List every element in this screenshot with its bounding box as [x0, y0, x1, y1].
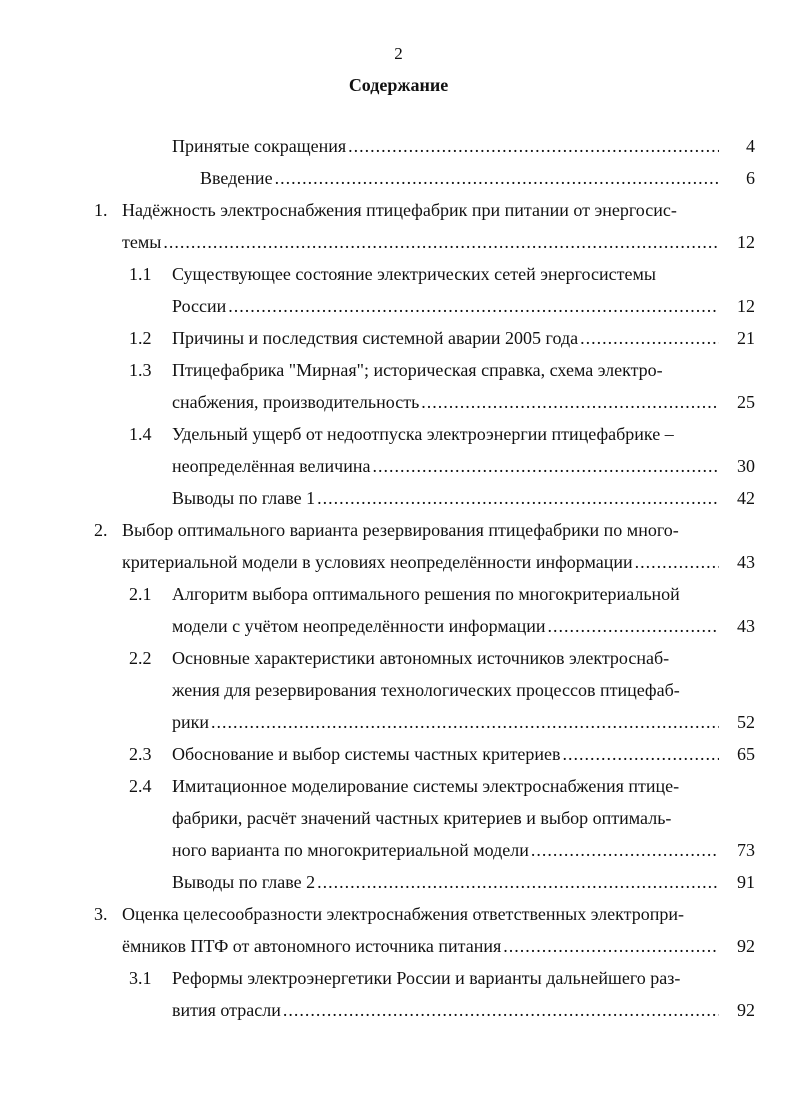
toc-entry-title[interactable]: рики .....: [172, 706, 719, 738]
toc-line: [0, 322, 797, 354]
toc-entry-title[interactable]: жения для резервирования технологических процессов птицефаб-: [172, 680, 680, 700]
page-number: 2: [394, 44, 403, 63]
toc-line: [0, 482, 797, 514]
toc-entry-number: 2.3: [129, 744, 152, 764]
toc-entry-title[interactable]: снабжения, производительность .....: [172, 386, 719, 418]
toc-entry-title[interactable]: Алгоритм выбора оптимального решения по многокритериальной: [172, 584, 680, 604]
toc-line: [0, 258, 797, 290]
toc-entry-number: 3.: [94, 904, 108, 924]
toc-entry-title[interactable]: фабрики, расчёт значений частных критериев и выбор оптималь-: [172, 808, 672, 828]
toc-entry-title[interactable]: Выводы по главе 1 .....: [172, 482, 719, 514]
page-title: Содержание: [348, 75, 449, 95]
toc-entry-title[interactable]: вития отрасли .....: [172, 994, 719, 1026]
toc-entry-title[interactable]: темы .....: [122, 226, 719, 258]
toc-entry-title[interactable]: Основные характеристики автономных источников электроснаб-: [172, 648, 670, 668]
table-of-contents: [0, 130, 797, 1026]
toc-page-number: 30: [737, 456, 755, 476]
toc-entry-title[interactable]: Птицефабрика "Мирная"; историческая справка, схема электро-: [172, 360, 663, 380]
toc-page-number: 43: [737, 552, 755, 572]
toc-page-number: 42: [737, 488, 755, 508]
toc-entry-title[interactable]: Надёжность электроснабжения птицефабрик при питании от энергосис-: [122, 200, 677, 220]
toc-entry-number: 2.1: [129, 584, 152, 604]
toc-entry-number: 1.1: [129, 264, 152, 284]
toc-line: [0, 930, 797, 962]
toc-page-number: 4: [746, 136, 755, 156]
toc-page-number: 43: [737, 616, 755, 636]
toc-page-number: 12: [737, 232, 755, 252]
toc-line: [0, 770, 797, 802]
toc-line: [0, 738, 797, 770]
toc-line: [0, 450, 797, 482]
toc-page-number: 92: [737, 1000, 755, 1020]
toc-page-number: 73: [737, 840, 755, 860]
toc-line: [0, 834, 797, 866]
toc-line: [0, 354, 797, 386]
toc-entry-number: 1.4: [129, 424, 152, 444]
toc-entry-number: 3.1: [129, 968, 152, 988]
toc-line: [0, 162, 797, 194]
toc-entry-number: 1.2: [129, 328, 152, 348]
toc-entry-number: 1.: [94, 200, 108, 220]
toc-line: [0, 386, 797, 418]
toc-line: [0, 642, 797, 674]
toc-page-number: 12: [737, 296, 755, 316]
toc-entry-title[interactable]: неопределённая величина .....: [172, 450, 719, 482]
toc-line: [0, 130, 797, 162]
toc-line: [0, 962, 797, 994]
toc-line: [0, 994, 797, 1026]
toc-entry-title[interactable]: ного варианта по многокритериальной модели .....: [172, 834, 719, 866]
toc-page-number: 91: [737, 872, 755, 892]
toc-line: [0, 290, 797, 322]
toc-page-number: 6: [746, 168, 755, 188]
toc-entry-title[interactable]: Принятые сокращения .....: [172, 130, 719, 162]
toc-entry-number: 1.3: [129, 360, 152, 380]
toc-page-number: 65: [737, 744, 755, 764]
toc-line: [0, 610, 797, 642]
toc-entry-number: 2.4: [129, 776, 152, 796]
toc-entry-title[interactable]: Выбор оптимального варианта резервирования птицефабрики по много-: [122, 520, 679, 540]
toc-line: [0, 514, 797, 546]
toc-line: [0, 706, 797, 738]
toc-entry-title[interactable]: Имитационное моделирование системы электроснабжения птице-: [172, 776, 680, 796]
toc-line: [0, 866, 797, 898]
toc-entry-title[interactable]: Причины и последствия системной аварии 2005 года .....: [172, 322, 719, 354]
toc-entry-title[interactable]: Обоснование и выбор системы частных критериев .....: [172, 738, 719, 770]
toc-entry-title[interactable]: Реформы электроэнергетики России и варианты дальнейшего раз-: [172, 968, 681, 988]
toc-line: [0, 194, 797, 226]
toc-entry-title[interactable]: критериальной модели в условиях неопределённости информации .....: [122, 546, 719, 578]
toc-line: [0, 546, 797, 578]
toc-line: [0, 898, 797, 930]
toc-entry-title[interactable]: Выводы по главе 2 .....: [172, 866, 719, 898]
toc-entry-number: 2.: [94, 520, 108, 540]
toc-entry-number: 2.2: [129, 648, 152, 668]
toc-line: [0, 674, 797, 706]
toc-entry-title[interactable]: Удельный ущерб от недоотпуска электроэнергии птицефабрике –: [172, 424, 674, 444]
toc-page-number: 25: [737, 392, 755, 412]
toc-line: [0, 418, 797, 450]
toc-line: [0, 802, 797, 834]
toc-entry-title[interactable]: России .....: [172, 290, 719, 322]
toc-page-number: 21: [737, 328, 755, 348]
toc-entry-title[interactable]: модели с учётом неопределённости информации .....: [172, 610, 719, 642]
toc-line: [0, 578, 797, 610]
toc-entry-title[interactable]: ёмников ПТФ от автономного источника питания .....: [122, 930, 719, 962]
toc-entry-title[interactable]: Введение .....: [200, 162, 719, 194]
toc-line: [0, 226, 797, 258]
toc-entry-title[interactable]: Оценка целесообразности электроснабжения ответственных электропри-: [122, 904, 684, 924]
toc-page-number: 52: [737, 712, 755, 732]
toc-page-number: 92: [737, 936, 755, 956]
toc-entry-title[interactable]: Существующее состояние электрических сетей энергосистемы: [172, 264, 656, 284]
